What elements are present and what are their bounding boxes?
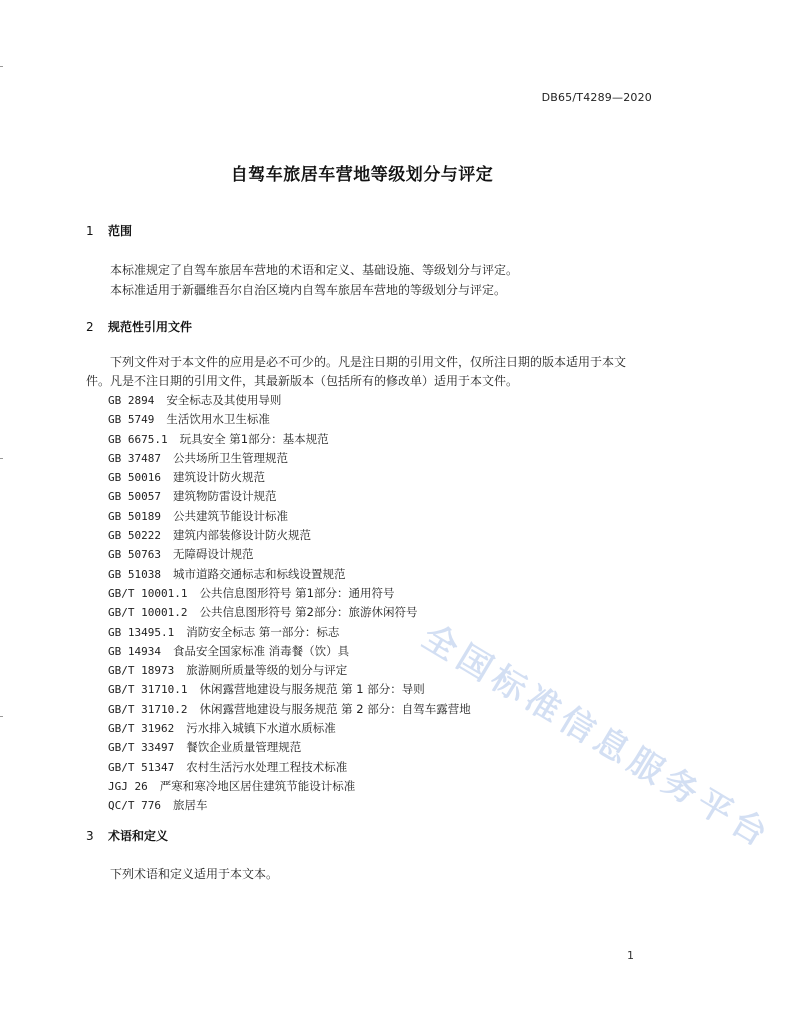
reference-title: 旅居车 <box>172 798 208 813</box>
document-title: 自驾车旅居车营地等级划分与评定 <box>230 165 494 185</box>
reference-code: GB 51038 <box>108 567 161 581</box>
reference-code: GB/T 18973 <box>108 664 175 678</box>
page-number: 1 <box>627 949 634 962</box>
reference-title: 公共信息图形符号 第1部分：通用符号 <box>199 585 395 600</box>
reference-code: GB 50763 <box>108 548 161 562</box>
reference-code: GB 5749 <box>108 413 155 427</box>
section-title: 规范性引用文件 <box>108 320 193 334</box>
reference-item <box>108 526 471 545</box>
reference-title: 公共建筑节能设计标准 <box>172 508 288 523</box>
reference-code: GB 13495.1 <box>108 625 175 639</box>
margin-mark <box>0 458 3 459</box>
standard-code: DB65/T4289—2020 <box>541 91 652 104</box>
reference-item <box>108 738 471 757</box>
scope-line-2 <box>86 280 666 300</box>
margin-mark <box>0 716 3 717</box>
reference-code: GB/T 33497 <box>108 741 175 755</box>
section-number: 1 <box>86 224 94 238</box>
reference-code: GB 14934 <box>108 644 161 658</box>
reference-item <box>108 545 471 564</box>
reference-title: 餐饮企业质量管理规范 <box>186 740 302 755</box>
reference-title: 农村生活污水处理工程技术标准 <box>186 759 348 774</box>
reference-title: 严寒和寒冷地区居住建筑节能设计标准 <box>159 778 356 793</box>
reference-title: 污水排入城镇下水道水质标准 <box>186 721 336 736</box>
reference-code: GB/T 31710.2 <box>108 702 188 716</box>
reference-item <box>108 430 471 449</box>
reference-code: GB 50016 <box>108 471 161 485</box>
reference-code: GB/T 31962 <box>108 722 175 736</box>
margin-mark <box>0 66 3 67</box>
normative-intro-line-2 <box>86 371 666 391</box>
reference-code: GB 50189 <box>108 509 161 523</box>
section-title: 术语和定义 <box>108 829 169 843</box>
reference-code: GB 37487 <box>108 451 161 465</box>
section-heading-terms <box>86 827 168 844</box>
reference-item <box>108 796 471 815</box>
scope-text: 本标准适用于新疆维吾尔自治区境内自驾车旅居车营地的等级划分与评定。 <box>110 283 507 297</box>
reference-title: 食品安全国家标准 消毒餐（饮）具 <box>172 643 350 658</box>
reference-code: GB/T 10001.2 <box>108 606 188 620</box>
terms-line <box>86 864 666 884</box>
reference-title: 旅游厕所质量等级的划分与评定 <box>186 663 348 678</box>
watermark: 全国标准信息服务平台 <box>415 616 779 858</box>
reference-item <box>108 565 471 584</box>
scope-line-1 <box>86 260 666 280</box>
reference-title: 建筑内部装修设计防火规范 <box>172 528 311 543</box>
normative-intro-line-1 <box>86 352 666 372</box>
reference-title: 安全标志及其使用导则 <box>166 393 282 407</box>
reference-code: GB 50057 <box>108 490 161 504</box>
intro-text: 件。凡是不注日期的引用文件，其最新版本（包括所有的修改单）适用于本文件。 <box>86 374 519 388</box>
reference-title: 消防安全标志 第一部分：标志 <box>186 624 340 639</box>
section-heading-normative <box>86 318 192 335</box>
reference-title: 建筑物防雷设计规范 <box>172 489 277 504</box>
reference-item <box>108 642 471 661</box>
reference-item <box>108 777 471 796</box>
intro-text: 下列文件对于本文件的应用是必不可少的。凡是注日期的引用文件，仅所注日期的版本适用于本文 <box>110 355 627 369</box>
reference-item <box>108 700 471 719</box>
reference-code: JGJ 26 <box>108 779 148 793</box>
section-title: 范围 <box>108 224 133 238</box>
reference-item <box>108 719 471 738</box>
reference-item <box>108 507 471 526</box>
reference-item <box>108 623 471 642</box>
section-number: 2 <box>86 320 94 334</box>
reference-title: 公共信息图形符号 第2部分：旅游休闲符号 <box>199 605 418 620</box>
reference-code: GB/T 10001.1 <box>108 586 188 600</box>
reference-item <box>108 410 471 429</box>
reference-title: 休闲露营地建设与服务规范 第 1 部分：导则 <box>199 682 425 697</box>
reference-item <box>108 584 471 603</box>
section-heading-scope <box>86 222 132 239</box>
reference-title: 玩具安全 第1部分：基本规范 <box>179 431 329 446</box>
reference-title: 城市道路交通标志和标线设置规范 <box>172 566 346 581</box>
reference-code: GB/T 51347 <box>108 760 175 774</box>
section-number: 3 <box>86 829 94 843</box>
reference-code: GB 50222 <box>108 529 161 543</box>
reference-title: 公共场所卫生管理规范 <box>172 450 288 465</box>
reference-code: GB 6675.1 <box>108 432 168 446</box>
reference-item <box>108 680 471 699</box>
reference-item <box>108 487 471 506</box>
reference-code: QC/T 776 <box>108 799 161 813</box>
reference-title: 休闲露营地建设与服务规范 第 2 部分：自驾车露营地 <box>199 701 471 716</box>
reference-item <box>108 449 471 468</box>
reference-item <box>108 661 471 680</box>
scope-text: 本标准规定了自驾车旅居车营地的术语和定义、基础设施、等级划分与评定。 <box>110 263 519 277</box>
terms-text: 下列术语和定义适用于本文本。 <box>110 867 279 881</box>
reference-title: 建筑设计防火规范 <box>172 470 265 485</box>
reference-code: GB/T 31710.1 <box>108 683 188 697</box>
reference-item <box>108 391 471 410</box>
reference-title: 无障碍设计规范 <box>172 547 254 562</box>
reference-code: GB 2894 <box>108 394 155 407</box>
reference-item <box>108 468 471 487</box>
reference-item <box>108 758 471 777</box>
reference-title: 生活饮用水卫生标准 <box>166 412 270 427</box>
reference-item <box>108 603 471 622</box>
reference-list <box>108 391 471 816</box>
